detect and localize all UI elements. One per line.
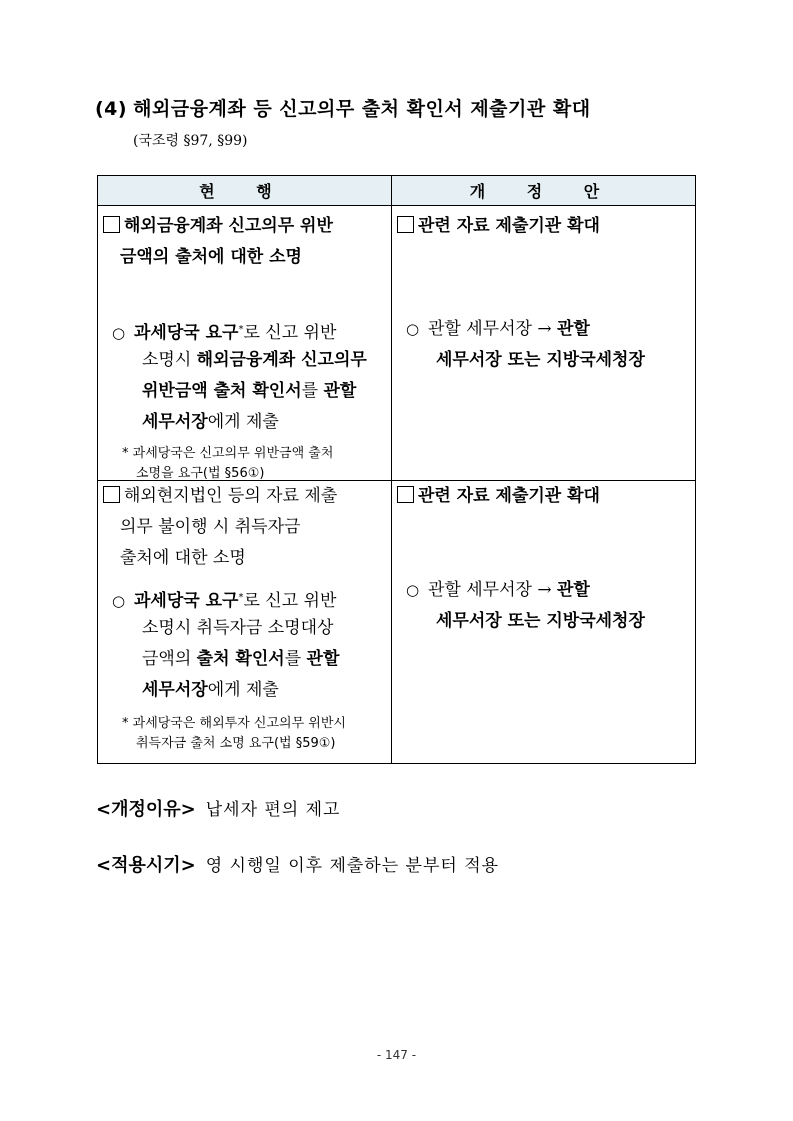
reason-label: <개정이유> [96, 799, 196, 820]
circle-bullet-icon: ○ [112, 324, 126, 342]
table-row [98, 206, 696, 481]
checkbox-square-icon [397, 486, 414, 503]
checkbox-square-icon [103, 486, 120, 503]
effective-date [96, 851, 499, 877]
checkbox-square-icon [103, 216, 120, 233]
bullet-cont: 소명시 취득자금 소명대상 [142, 618, 334, 638]
page-number: - 147 - [376, 1048, 417, 1062]
footnote: * 과세당국은 해외투자 신고의무 위반시 [122, 716, 346, 731]
header-proposed: 개 정 안 [392, 176, 696, 206]
item-heading: 해외현지법인 등의 자료 제출 [103, 481, 337, 512]
header-current: 현 행 [98, 176, 392, 206]
bullet-cont: 위반금액 출처 확인서를 관할 [142, 381, 357, 401]
bullet-cont: 세무서장에게 제출 [142, 680, 279, 700]
footnote: * 과세당국은 신고의무 위반금액 출처 [122, 446, 334, 461]
item-heading-cont: 의무 불이행 시 취득자금 [120, 517, 301, 537]
item-heading-cont: 출처에 대한 소명 [120, 548, 246, 568]
footnote-cont: 취득자금 출처 소명 요구(법 §59①) [136, 736, 336, 751]
item-heading: 관련 자료 제출기관 확대 [397, 481, 600, 512]
bullet-cont: 세무서장 또는 지방국세청장 [436, 350, 645, 370]
footnote-cont: 소명을 요구(법 §56①) [136, 466, 265, 481]
circle-bullet-icon: ○ [406, 581, 420, 599]
table-row [98, 481, 696, 764]
item-heading: 관련 자료 제출기관 확대 [397, 211, 600, 242]
bullet-line: ○ 관할 세무서장 → 관할 [406, 314, 590, 345]
section-title [95, 94, 591, 121]
item-heading-cont: 금액의 출처에 대한 소명 [120, 247, 302, 267]
bullet-cont: 세무서장 또는 지방국세청장 [436, 611, 645, 631]
bullet-line: ○ 과세당국 요구*로 신고 위반 [112, 314, 336, 349]
bullet-cont: 소명시 해외금융계좌 신고의무 [142, 350, 367, 370]
proposed-cell [392, 206, 696, 481]
circle-bullet-icon: ○ [406, 320, 420, 338]
bullet-line: ○ 관할 세무서장 → 관할 [406, 575, 590, 606]
amendment-reason [96, 795, 340, 821]
bullet-line: ○ 과세당국 요구*로 신고 위반 [112, 582, 336, 617]
circle-bullet-icon: ○ [112, 592, 126, 610]
proposed-cell [392, 481, 696, 764]
current-cell [98, 206, 392, 481]
section-number: (4) [95, 98, 128, 120]
item-heading: 해외금융계좌 신고의무 위반 [103, 211, 333, 242]
effective-value: 영 시행일 이후 제출하는 분부터 적용 [205, 856, 500, 876]
comparison-table [97, 175, 696, 764]
effective-label: <적용시기> [96, 855, 196, 876]
bullet-cont: 세무서장에게 제출 [142, 412, 279, 432]
checkbox-square-icon [397, 216, 414, 233]
section-title-text: 해외금융계좌 등 신고의무 출처 확인서 제출기관 확대 [133, 98, 591, 120]
reason-value: 납세자 편의 제고 [205, 800, 341, 820]
legal-reference: (국조령 §97, §99) [133, 133, 248, 149]
bullet-cont: 금액의 출처 확인서를 관할 [142, 649, 340, 669]
current-cell [98, 481, 392, 764]
